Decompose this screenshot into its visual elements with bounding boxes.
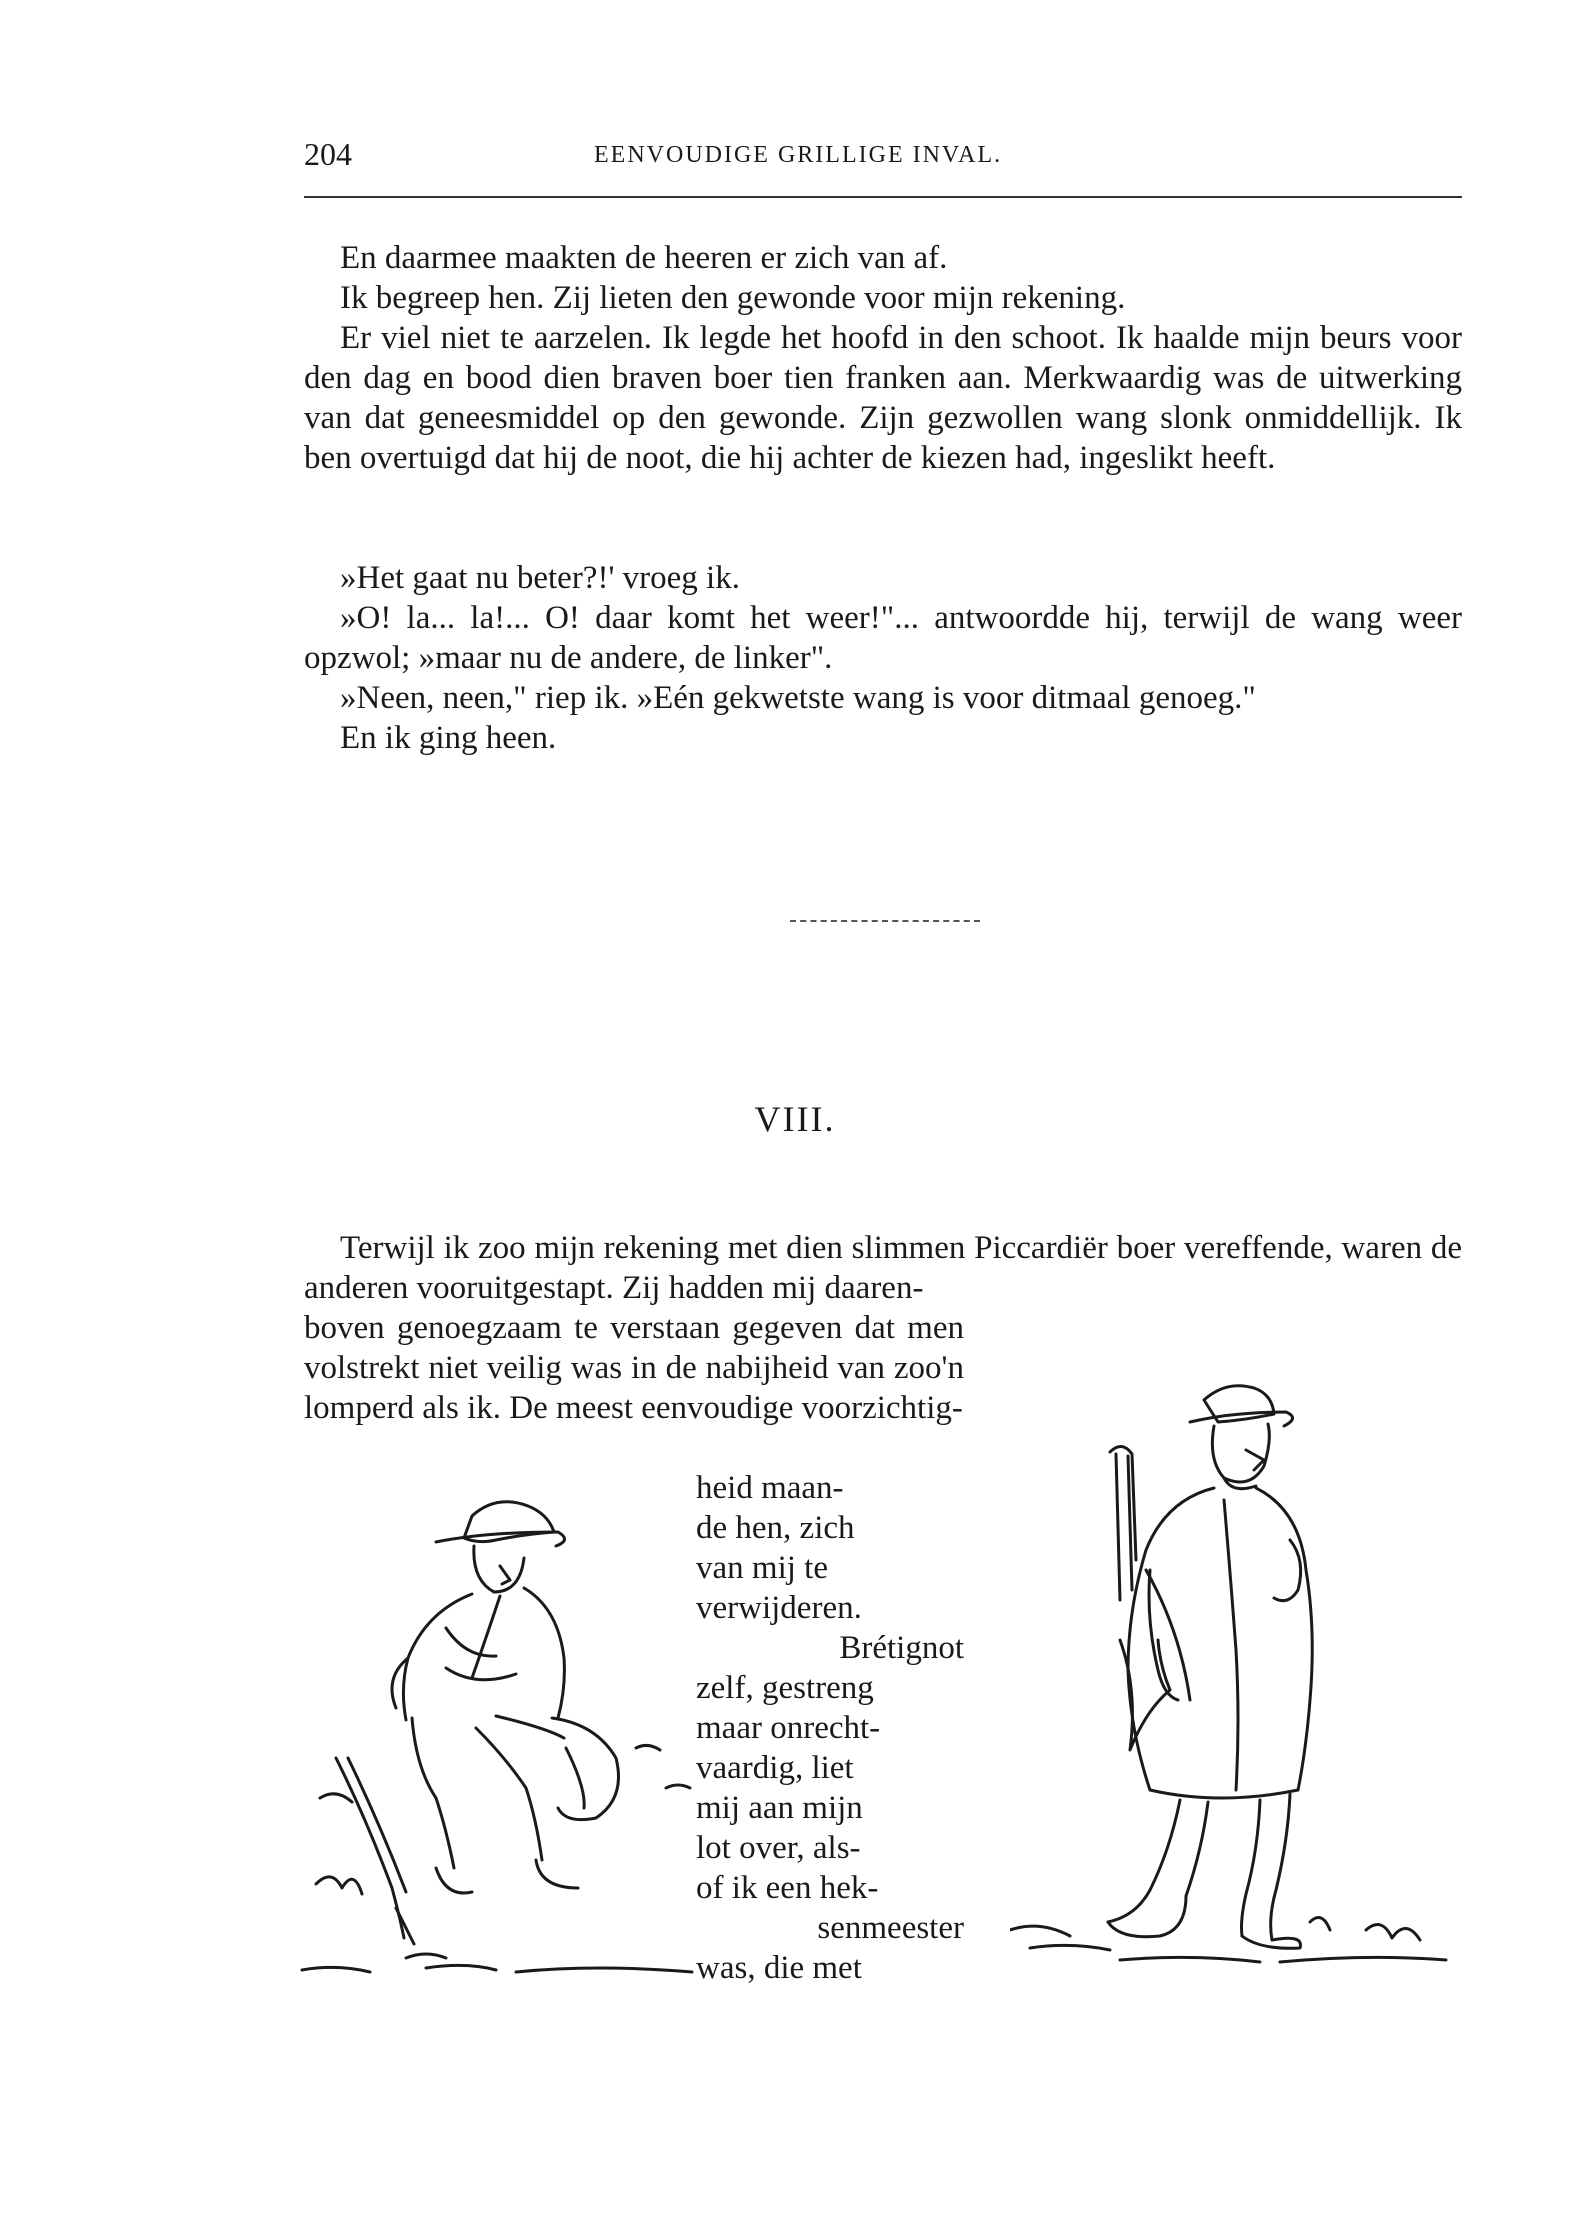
- column-line: verwijderen.: [696, 1590, 862, 1626]
- text-column: [696, 1468, 964, 1988]
- column-line: lot over, als-: [696, 1830, 861, 1866]
- paragraph-2: Ik begreep hen. Zij lieten den gewonde voor mijn rekening.: [340, 280, 1126, 316]
- paragraph-5: »O! la... la!... O! daar komt het weer!"... antwoordde hij, terwijl de wang weer opzwol; »maar nu de andere, de linker".: [304, 600, 1462, 676]
- column-line: vaardig, liet: [696, 1750, 854, 1786]
- column-line: was, die met: [696, 1950, 862, 1986]
- paragraph-4: »Het gaat nu beter?!' vroeg ik.: [340, 560, 740, 596]
- paragraph-7: En ik ging heen.: [340, 720, 557, 756]
- chapter-paragraph-full: Terwijl ik zoo mijn rekening met dien slimmen Piccardiër boer vereffende, waren de anderen vooruitgestapt. Zij hadden mij daaren-: [304, 1230, 1462, 1306]
- page-number: 204: [304, 136, 352, 172]
- paragraph-3: Er viel niet te aarzelen. Ik legde het hoofd in den schoot. Ik haalde mijn beurs voor den dag en bood dien braven boer tien franken aan. Merkwaardig was de uitwerking van dat geneesmiddel op den gewonde. Zijn gezwollen wang slonk onmiddellijk. Ik ben overtuigd dat hij de noot, die hij achter de kiezen had, ingeslikt heeft.: [304, 320, 1462, 476]
- chapter-heading: VIII.: [754, 1099, 836, 1139]
- column-line: heid maan-: [696, 1470, 844, 1506]
- header-rule: [304, 196, 1462, 198]
- column-line: van mij te: [696, 1550, 828, 1586]
- column-line: maar onrecht-: [696, 1710, 881, 1746]
- column-line: de hen, zich: [696, 1510, 855, 1546]
- section-divider: [790, 920, 980, 922]
- seated-man-illustration: [296, 1488, 696, 1978]
- column-line: senmeester: [817, 1910, 964, 1946]
- running-title: EENVOUDIGE GRILLIGE INVAL.: [594, 142, 1003, 168]
- column-line: of ik een hek-: [696, 1870, 879, 1906]
- paragraph-6: »Neen, neen," riep ik. »Eén gekwetste wang is voor ditmaal genoeg.": [340, 680, 1256, 716]
- column-line: zelf, gestreng: [696, 1670, 874, 1706]
- column-line: mij aan mijn: [696, 1790, 863, 1826]
- walking-hunter-illustration: [1010, 1370, 1450, 1990]
- column-line: Brétignot: [839, 1630, 964, 1666]
- chapter-paragraph-narrow: boven genoegzaam te verstaan gegeven dat men volstrekt niet veilig was in de nabijheid van zoo'n lomperd als ik. De meest eenvoudige voorzichtig-: [304, 1310, 964, 1426]
- paragraph-1: En daarmee maakten de heeren er zich van af.: [340, 240, 948, 276]
- page-header: [304, 136, 1462, 176]
